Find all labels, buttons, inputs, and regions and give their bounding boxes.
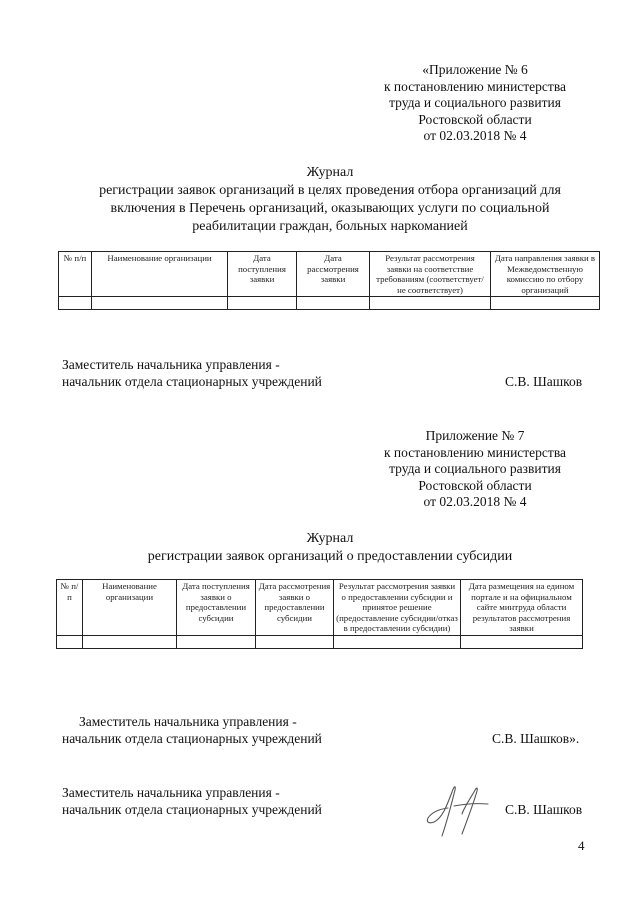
journal-1-subtitle-line: включения в Перечень организаций, оказывающих услуги по социальной — [110, 201, 550, 216]
journal-1-heading: Журнал — [306, 165, 354, 180]
table-row — [57, 635, 583, 648]
journal-1-table — [58, 251, 600, 310]
appendix-6-line: от 02.03.2018 № 4 — [423, 128, 527, 143]
header-cell-receipt-date: Дата поступления заявки о предоставлении субсидии — [177, 580, 256, 636]
signature-2-position-line: начальник отдела стационарных учреждений — [62, 731, 322, 746]
header-cell-publication-date: Дата размещения на едином портале и на официальном сайте минтруда области результатов рассмотрения заявки — [461, 580, 583, 636]
table-cell — [177, 635, 256, 648]
table-cell — [297, 297, 370, 310]
table-cell — [334, 635, 461, 648]
header-cell-receipt-date: Дата поступления заявки — [228, 252, 297, 297]
appendix-6-header — [370, 62, 580, 145]
signature-3-position — [62, 784, 322, 818]
appendix-7-line: к постановлению министерства — [383, 444, 567, 460]
table-cell — [228, 297, 297, 310]
header-cell-org-name: Наименование организации — [92, 252, 228, 297]
signature-3-position-line: Заместитель начальника управления - — [62, 785, 280, 800]
journal-2-subtitle-line: регистрации заявок организаций о предоставлении субсидии — [147, 549, 513, 564]
journal-1-subtitle-line: регистрации заявок организаций в целях проведения отбора организаций для — [99, 183, 561, 198]
signature-2-position-line: Заместитель начальника управления - — [79, 714, 297, 729]
table-cell — [57, 635, 83, 648]
appendix-7-line: от 02.03.2018 № 4 — [423, 494, 527, 509]
appendix-7-line: Приложение № 7 — [425, 428, 525, 443]
signature-3-position-line: начальник отдела стационарных учреждений — [62, 802, 322, 817]
signature-1-position — [62, 356, 322, 390]
signature-1-position-line: Заместитель начальника управления - — [62, 357, 280, 372]
header-cell-review-date: Дата рассмотрения заявки — [297, 252, 370, 297]
header-cell-number: № п/п — [59, 252, 92, 297]
table-cell — [491, 297, 600, 310]
table-row — [59, 297, 600, 310]
header-cell-referral-date: Дата направления заявки в Межведомственную комиссию по отбору организаций — [491, 252, 600, 297]
journal-1-title — [40, 164, 620, 236]
header-cell-review-result: Результат рассмотрения заявки о предоставлении субсидии и принятое решение (предоставление субсидии/отказ в предоставлении субсидии) — [334, 580, 461, 636]
signature-3-name: С.В. Шашков — [505, 802, 583, 817]
table-cell — [461, 635, 583, 648]
table-cell — [370, 297, 491, 310]
journal-2-table — [56, 579, 583, 649]
table-cell — [256, 635, 334, 648]
header-cell-org-name: Наименование организации — [83, 580, 177, 636]
appendix-6-line: Ростовской области — [418, 111, 532, 127]
signature-2-name: С.В. Шашков». — [492, 731, 580, 746]
table-cell — [59, 297, 92, 310]
page-number: 4 — [578, 838, 585, 853]
journal-2-heading: Журнал — [306, 531, 354, 546]
signature-1-position-line: начальник отдела стационарных учреждений — [62, 374, 322, 389]
appendix-6-line: «Приложение № 6 — [422, 62, 528, 77]
appendix-7-header — [370, 428, 580, 511]
journal-1-subtitle-line: реабилитации граждан, больных наркоманией — [192, 219, 468, 234]
handwritten-signature — [418, 778, 498, 840]
appendix-6-line: к постановлению министерства — [383, 78, 567, 94]
table-header-row — [57, 580, 583, 636]
appendix-6-line: труда и социального развития — [389, 95, 561, 110]
table-cell — [92, 297, 228, 310]
signature-2-position — [62, 713, 322, 747]
header-cell-review-date: Дата рассмотрения заявки о предоставлении субсидии — [256, 580, 334, 636]
appendix-7-line: Ростовской области — [418, 477, 532, 493]
table-header-row — [59, 252, 600, 297]
signature-1-name: С.В. Шашков — [505, 374, 583, 389]
header-cell-review-result: Результат рассмотрения заявки на соответствие требованиям (соответствует/не соответствует) — [370, 252, 491, 297]
table-cell — [83, 635, 177, 648]
journal-2-title — [40, 530, 620, 566]
appendix-7-line: труда и социального развития — [389, 461, 561, 476]
header-cell-number: № п/п — [57, 580, 83, 636]
